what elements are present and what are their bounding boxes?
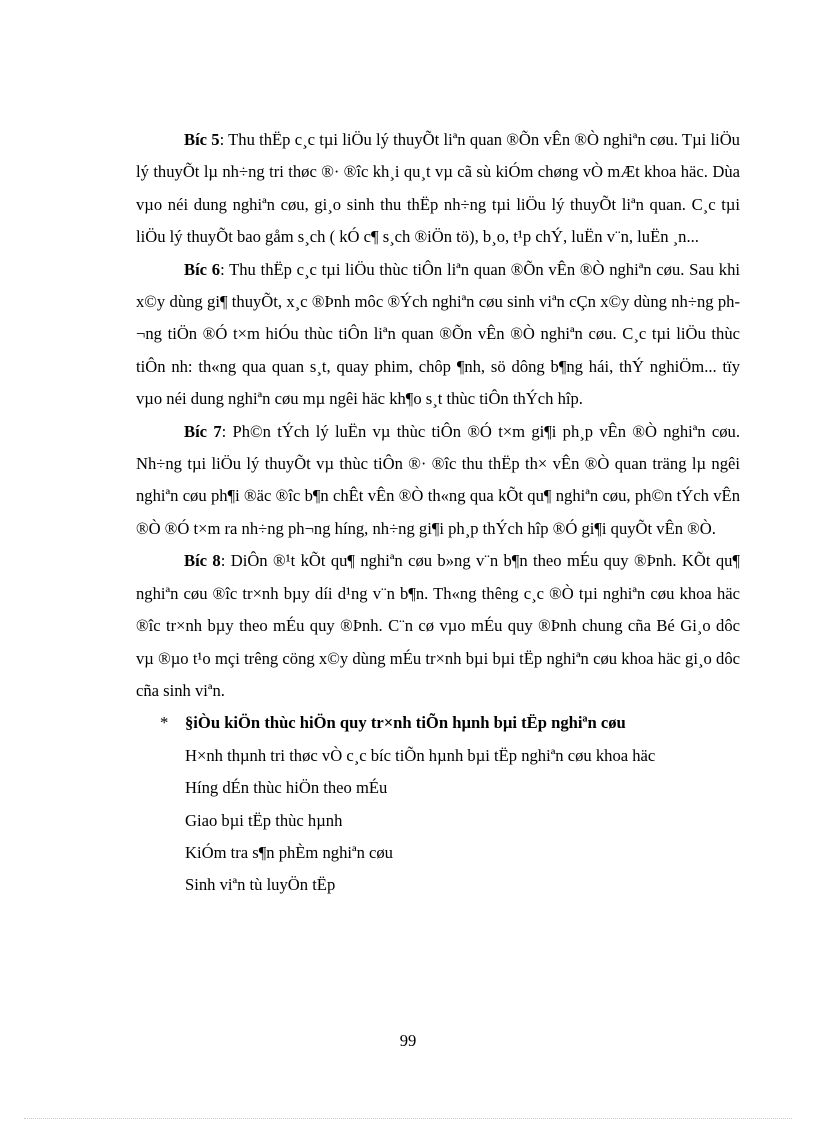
- page-bottom-divider: [24, 1118, 792, 1119]
- list-item: Giao bµi tËp thùc hµnh: [185, 810, 343, 830]
- step-8-label: Bíc 8: [184, 551, 221, 571]
- list-item: KiÓm tra s¶n phÈm nghiªn cøu: [185, 842, 393, 862]
- page-number: 99: [399, 1031, 417, 1050]
- list-item: H×nh thµnh tri thøc vÒ c¸c bíc tiÕn hµnh bµi tËp nghiªn cøu khoa häc: [185, 745, 656, 765]
- step-8-text: : DiÔn ®¹t kÕt qu¶ nghiªn cøu b»ng v¨n b¶n theo mÉu quy ®Þnh. KÕt qu¶ nghiªn cøu ®îc tr×nh bµy díi d¹ng v¨n b¶n. Th«ng thêng c¸c ®Ò tµi nghiªn cøu khoa häc ®îc tr×nh bµy theo mÉu quy ®Þnh. C¨n cø vµo mÉu quy ®Þnh chung cña Bé Gi¸o dôc vµ ®µo t¹o mçi trêng cöng x©y dùng mÉu tr×nh bµi bµi tËp nghiªn cøu khoa häc gi¸o dôc cña sinh viªn.: [136, 551, 740, 700]
- step-7-text: : Ph©n tÝch lý luËn vµ thùc tiÔn ®Ó t×m gi¶i ph¸p vÊn ®Ò nghiªn cøu. Nh÷ng tµi liÖu lý thuyÕt vµ thùc tiÔn ®· ®îc thu thËp th× vÊn ®Ò quan träng lµ ngêi nghiªn cøu ph¶i ®äc ®îc b¶n chÊt vÊn ®Ò th«ng qua kÕt qu¶ nghiªn cøu, ph©n tÝch vÊn ®Ò ®Ó t×m ra nh÷ng ph¬ng híng, nh÷ng gi¶i ph¸p thÝch hîp ®Ó gi¶i quyÕt vÊn ®Ò.: [136, 421, 740, 538]
- conditions-list: [136, 740, 740, 902]
- step-6-paragraph: [136, 254, 740, 416]
- body-text: [136, 124, 740, 902]
- step-6-text: : Thu thËp c¸c tµi liÖu thùc tiÔn liªn quan ®Õn vÊn ®Ò nghiªn cøu. Sau khi x©y dùng gi¶ thuyÕt, x¸c ®Þnh môc ®Ých nghiªn cøu sinh viªn cÇn x©y dùng nh÷ng ph¬ng tiÖn ®Ó t×m hiÓu thùc tiÔn liªn quan ®Õn vÊn ®Ò nghiªn cøu. C¸c tµi liÖu thùc tiÔn nh: th«ng qua quan s¸t, quay phim, chôp ¶nh, sö dông b¶ng hái, thÝ nghiÖm... tïy vµo néi dung nghiªn cøu mµ ngêi häc kh¶o s¸t thùc tiÔn thÝch hîp.: [136, 259, 740, 409]
- step-8-paragraph: [136, 545, 740, 707]
- step-6-label: Bíc 6: [184, 259, 221, 279]
- list-item: Híng dÉn thùc hiÖn theo mÉu: [185, 778, 388, 798]
- list-item: Sinh viªn tù luyÖn tËp: [185, 875, 336, 895]
- step-5-label: Bíc 5: [184, 130, 220, 149]
- step-7-paragraph: [136, 416, 740, 546]
- step-7-label: Bíc 7: [184, 421, 222, 441]
- step-5-paragraph: [136, 124, 740, 254]
- bullet-asterisk: *: [160, 713, 169, 733]
- conditions-heading: §iÒu kiÖn thùc hiÖn quy tr×nh tiÕn hµnh bµi tËp nghiªn cøu: [185, 713, 626, 733]
- conditions-heading-line: [136, 707, 740, 739]
- step-5-text: : Thu thËp c¸c tµi liÖu lý thuyÕt liªn quan ®Õn vÊn ®Ò nghiªn cøu. Tµi liÖu lý thuyÕt lµ nh÷ng tri thøc ®· ®îc kh¸i qu¸t vµ cã sù kiÓm chøng vÒ mÆt khoa häc. Dùa vµo néi dung nghiªn cøu, gi¸o sinh thu thËp nh÷ng tµi liÖu lý thuyÕt liªn quan. C¸c tµi liÖu lý thuyÕt bao gåm s¸ch ( kÓ c¶ s¸ch ®iÖn tö), b¸o, t¹p chÝ, luËn v¨n, luËn ¸n...: [136, 130, 740, 247]
